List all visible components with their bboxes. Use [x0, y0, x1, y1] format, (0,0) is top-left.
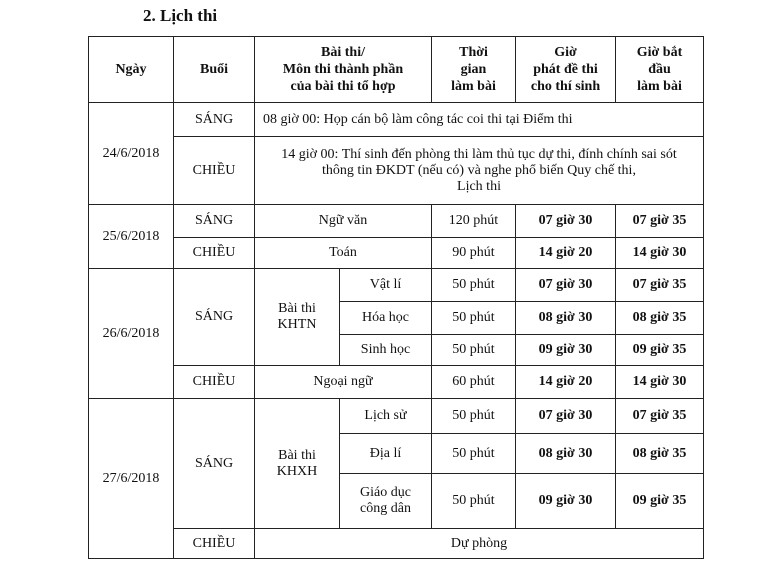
table-row [89, 529, 704, 559]
group-line: Bài thi [278, 301, 316, 316]
group-line: KHXH [276, 463, 318, 479]
header-row [89, 37, 704, 103]
start-time-cell: 08 giờ 35 [616, 302, 704, 335]
duration-cell: 50 phút [432, 335, 516, 366]
distribute-time-cell: 08 giờ 30 [516, 302, 616, 335]
subject-cell: Lịch sử [340, 399, 432, 434]
duration-cell: 50 phút [432, 302, 516, 335]
header-gio-phat-line-3: cho thí sinh [530, 79, 601, 94]
distribute-time-cell: 08 giờ 30 [516, 434, 616, 474]
subject-cell: Sinh học [340, 335, 432, 366]
header-thoi-gian-line-2: gian [460, 62, 487, 77]
header-thoi-gian-line-3: làm bài [451, 79, 496, 94]
header-bai-thi-line-3: của bài thi tổ hợp [290, 79, 396, 94]
header-bai-thi-line-1: Bài thi/ [321, 45, 365, 60]
table-row [89, 205, 704, 238]
subject-cell: Vật lí [340, 269, 432, 302]
duration-cell: 50 phút [432, 269, 516, 302]
header-thoi-gian-line-1: Thời [459, 45, 488, 60]
header-gio-bat-dau [616, 37, 704, 103]
subject-line: công dân [360, 501, 411, 516]
duration-cell: 120 phút [432, 205, 516, 238]
group-line: KHTN [277, 317, 317, 332]
date-cell: 27/6/2018 [89, 399, 174, 559]
distribute-time-cell: 09 giờ 30 [516, 335, 616, 366]
note-line: 14 giờ 00: Thí sinh đến phòng thi làm thủ tục dự thi, đính chính sai sót [281, 146, 677, 162]
section-heading: 2. Lịch thi [143, 6, 218, 25]
session-cell: CHIỀU [174, 137, 255, 205]
table-row [89, 399, 704, 434]
exam-schedule-table-wrapper [88, 36, 704, 559]
duration-cell: 50 phút [432, 474, 516, 529]
distribute-time-cell: 09 giờ 30 [516, 474, 616, 529]
duration-cell: 60 phút [432, 366, 516, 399]
header-buoi: Buổi [174, 37, 255, 103]
date-cell: 24/6/2018 [89, 103, 174, 205]
note-line: thông tin ĐKDT (nếu có) và nghe phổ biến Quy chế thi, [322, 162, 636, 178]
distribute-time-cell: 07 giờ 30 [516, 205, 616, 238]
start-time-cell: 14 giờ 30 [616, 366, 704, 399]
note-cell [255, 137, 704, 205]
distribute-time-cell: 14 giờ 20 [516, 238, 616, 269]
distribute-time-cell: 07 giờ 30 [516, 269, 616, 302]
group-line: Bài thi [278, 447, 316, 463]
note-cell: Dự phòng [255, 529, 704, 559]
subject-cell: Ngoại ngữ [255, 366, 432, 399]
table-row [89, 103, 704, 137]
table-row [89, 238, 704, 269]
header-gio-phat-line-1: Giờ [554, 45, 577, 60]
header-gio-phat-line-2: phát đề thi [533, 62, 598, 77]
table-row [89, 137, 704, 205]
subject-cell: Ngữ văn [255, 205, 432, 238]
date-cell: 26/6/2018 [89, 269, 174, 399]
session-cell: SÁNG [174, 269, 255, 366]
header-gio-phat-de [516, 37, 616, 103]
subject-line: Giáo dục [360, 485, 411, 500]
start-time-cell: 07 giờ 35 [616, 205, 704, 238]
session-cell: CHIỀU [174, 238, 255, 269]
header-gio-bat-dau-line-1: Giờ bắt [636, 45, 683, 60]
start-time-cell: 08 giờ 35 [616, 434, 704, 474]
duration-cell: 90 phút [432, 238, 516, 269]
subject-cell [340, 474, 432, 529]
group-cell [255, 269, 340, 366]
note-cell: 08 giờ 00: Họp cán bộ làm công tác coi thi tại Điểm thi [255, 103, 704, 137]
header-bai-thi [255, 37, 432, 103]
group-cell [255, 399, 340, 529]
duration-cell: 50 phút [432, 399, 516, 434]
duration-cell: 50 phút [432, 434, 516, 474]
header-bai-thi-line-2: Môn thi thành phần [282, 62, 404, 77]
session-cell: SÁNG [174, 103, 255, 137]
exam-schedule-table [88, 36, 704, 559]
session-cell: CHIỀU [174, 529, 255, 559]
session-cell: CHIỀU [174, 366, 255, 399]
subject-cell: Toán [255, 238, 432, 269]
header-thoi-gian [432, 37, 516, 103]
header-gio-bat-dau-line-2: đầu [648, 62, 671, 77]
header-ngay: Ngày [89, 37, 174, 103]
start-time-cell: 07 giờ 35 [616, 399, 704, 434]
table-row [89, 269, 704, 302]
subject-cell: Địa lí [340, 434, 432, 474]
distribute-time-cell: 14 giờ 20 [516, 366, 616, 399]
header-gio-bat-dau-line-3: làm bài [637, 79, 682, 94]
subject-cell: Hóa học [340, 302, 432, 335]
note-line: Lịch thi [457, 178, 501, 194]
start-time-cell: 09 giờ 35 [616, 335, 704, 366]
start-time-cell: 14 giờ 30 [616, 238, 704, 269]
table-row [89, 366, 704, 399]
distribute-time-cell: 07 giờ 30 [516, 399, 616, 434]
start-time-cell: 07 giờ 35 [616, 269, 704, 302]
session-cell: SÁNG [174, 205, 255, 238]
date-cell: 25/6/2018 [89, 205, 174, 269]
start-time-cell: 09 giờ 35 [616, 474, 704, 529]
session-cell: SÁNG [174, 399, 255, 529]
